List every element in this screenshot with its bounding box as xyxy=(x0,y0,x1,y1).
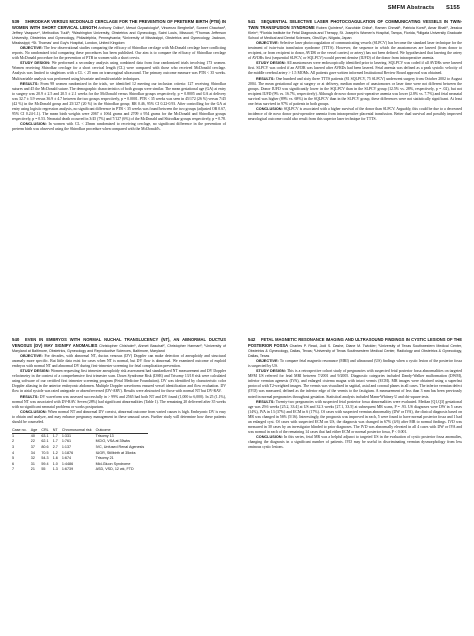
section-text: In women with CL < 25mm randomized to receiving cerclage, no significant difference in the prevention of preterm birth was observed using the Shirodkar procedure when compared with the McDonald's. xyxy=(12,121,226,131)
column-header: Outcome xyxy=(96,428,149,434)
table-cell: Trisomy 13 xyxy=(95,433,114,438)
conclusion-section xyxy=(248,107,462,122)
table-cell: 3 xyxy=(12,444,15,449)
abstract-542 xyxy=(248,337,462,450)
abstract-title: EVEN IN EMBRYOS WITH NORMAL NUCHAL TRANSLUCENCY (NT), AN ABNORMAL DUCTUS VENOSUS (DV) MAY SIGNIFY ANOMALIES xyxy=(12,337,226,349)
table-cell: 1.7 xyxy=(52,433,58,438)
table-body xyxy=(12,433,148,473)
section-text: All anastomoses were endoscopically identified prior to lasering. SQLPCV was coded if all AVDRs were lasered first. SLPCV was coded if an AVDR was lasered after AVRDs had been lasered. Fetal anemia was defined as a peak systolic velocity of the middle cerebral artery > 1.5 MOMs. All patients gave written informed Institutional Review Board approval was obtained. xyxy=(248,61,462,76)
section-text: SQLPCV is associated with a higher survival of the donor than SLPCV. Arguably, this could be due to a decreased incidence of de novo donor post-operative anemia from intraoperative placental transfusion. Better dual survival and possibly improved neurological outcome could also result from this superior laser technique for TTTS. xyxy=(248,106,462,121)
section-label: OBJECTIVE: xyxy=(20,46,43,51)
column-header: Case no. xyxy=(12,428,31,434)
abstract-541 xyxy=(248,19,462,122)
section-text: The few observational studies comparing the efficacy of Shirodkar cerclage with McDonald cerclage have conflicting reports. No randomized trial comparing these procedures has been published. Our aim is to compare the efficacy of Shirodkar cerclage with McDonald procedure for the prevention of PTB in women with a short cervix. xyxy=(12,46,226,61)
study-design-section xyxy=(248,61,462,76)
section-label: RESULTS: xyxy=(256,399,275,404)
table-row xyxy=(12,467,148,473)
table-cell: 34 xyxy=(30,450,35,455)
conclusion-section xyxy=(12,122,226,132)
table-cell: 1:137 xyxy=(61,444,72,449)
table-cell: IVC, Unfused Renal Agenesis xyxy=(95,444,145,449)
section-label: STUDY DESIGN: xyxy=(256,61,286,66)
objective-section xyxy=(248,41,462,61)
study-design-section xyxy=(12,369,226,394)
table-cell: 1:4486 xyxy=(61,461,74,466)
conclusion-section xyxy=(248,435,462,450)
outcome-table xyxy=(12,428,148,473)
section-text: When normal NT and abnormal DV coexist, abnormal outcome from varied causes is high. Embryonic DV is easy to obtain and analyze, and may enhance pregnancy management in these unusual cases. Further study will determine how these patients should be counseled. xyxy=(12,409,226,424)
section-label: CONCLUSION: xyxy=(256,106,283,111)
table-cell: Mid-Gluon Syndrome xyxy=(95,461,131,466)
section-label: CONCLUSION: xyxy=(20,409,47,414)
section-text: DV waveform was assessed successfully in > 99% and 2565 had both NT and DV found (1,000 to 6,000). In 25 (1.1%), normal NT was associated with DV-RAV. Seven (28%) had significant abnormalities (Table 1). The remaining 20 delivered after 35 weeks with no significant neonatal problems or works postpartum. xyxy=(12,394,226,409)
table-cell: 63.1 xyxy=(41,433,49,438)
section-label: OBJECTIVE: xyxy=(256,359,279,364)
column-header: Age xyxy=(31,428,42,434)
table-cell: 40 xyxy=(30,433,35,438)
table-cell: 1.7 xyxy=(52,439,58,444)
table-cell: 55 xyxy=(41,467,46,472)
section-label: STUDY DESIGN: xyxy=(20,61,51,66)
abstract-number: 542 xyxy=(248,337,256,342)
column-header: Chromosomal risk xyxy=(62,428,96,434)
table-cell: 37 xyxy=(30,444,35,449)
section-text: From 98 women randomized in the trials, we identified 12 meeting our inclusion criteria: 127 receiving Shirodkar sutures and 45 the McDonald suture. The demographic characteristics of both groups were similar. The mean gestational age (GA) at entry to surgery was 20.9 ± 2.5 and 20.5 ± 2.1 weeks for the McDonald versus Shirodkar groups respectively, p = 0.8005 and GA at delivery was 32.7 ± 3.9 versus 36.9 ± 4.7 between the two groups respectively, p = 0.0001. PTB < 35 weeks was seen in 45/172 (26 %) versus 7/45 (42 %) in the McDonald group and 25/127 (20 %) in the Shirodkar group; RR 0.46, 95% CI 0.22-0.93. After controlling for the GA at entry using logistic regression analysis, no significant difference in PTB < 35 weeks was found between the two groups (adjusted OR 0.67, 95% CI 0.24-1.1). The mean birth weights were 2067 ± 1064 grams and 2709 ± 954 grams for the McDonald and Shirodkar groups respectively, p = 0.53. Neonatal death occurred in 3/45 (7%) and 7/127 (6%) of the McDonald and Shirodkar groups respectively, p = 0.78. xyxy=(12,81,226,121)
results-section xyxy=(12,395,226,410)
table-cell: 1:6739 xyxy=(61,467,74,472)
section-label: STUDY DESIGN: xyxy=(256,369,286,374)
table-cell: 70.5 xyxy=(41,450,49,455)
abstract-540 xyxy=(12,337,226,473)
table-cell: 7 xyxy=(12,467,15,472)
objective-section xyxy=(12,354,226,369)
section-label: OBJECTIVE: xyxy=(256,41,279,46)
abstract-authors: Anthony Odibo¹, Mesut Ozyazicioglu², Vincenzo Berghella², Suneet Chauhan³, Jeffrey Vazquez⁴, Methodius Tuuli¹; ¹Washington University, Obstetrics and Gynecology, Saint Louis, Missouri; ²Thomas Jefferson University, Obstetrics and Gynecology, Philadelphia, Pennsylvania; ³University of Mississippi, Obstetrics and Gynecology, Jackson, Mississippi; ⁴St. Thomas' and Guy's Hospital, London, United Kingdom xyxy=(12,26,226,46)
section-label: STUDY DESIGN: xyxy=(20,369,50,374)
table-cell: 1.3 xyxy=(52,467,58,472)
abstract-number: 541 xyxy=(248,19,256,24)
results-section xyxy=(248,77,462,107)
journal-name: SMFM Abstracts xyxy=(387,5,435,11)
section-label: OBJECTIVE: xyxy=(20,354,43,359)
section-text: Women requesting first trimester aneuploidy risk assessment had standardized NT measurement and DV Doppler velocimetry in the context of a comprehensive first trimester scan. Down Syndrome Risk (DSR) and Trisomy 13/18 risk were calculated using software of our certified first trimester screening program (Fetal Medicine Foundation). DV was identified by characteristic color Doppler aliasing in the anterior embryonic abdomen. Multiple Doppler waveforms ensured vessel identification and flow evaluation. DV flow in atrial systole was rated antegrade or absent/reversed (DV-ARV). Results were abstracted for those with normal NT but DV-RAV. xyxy=(12,369,226,394)
section-label: CONCLUSION: xyxy=(20,121,47,126)
abstract-authors: Charles P. Read, Jodi S. Dashe, Diane M. Twickler; ¹University of Texas Southwestern Medical Center, Obstetrics & Gynecology, Dallas, Texas; ²University of Texas Southwestern Medical Center, Radiology and Obstetrics & Gynecology, Dallas, Texas xyxy=(248,344,462,359)
abstract-539 xyxy=(12,19,226,132)
abstract-title: FETAL MAGNETIC RESONANCE IMAGING AND ULTRASOUND FINDINGS IN CYSTIC LESIONS OF THE POSTERIOR FOSSA xyxy=(248,337,462,349)
conclusion-section xyxy=(12,410,226,425)
table-cell: 22 xyxy=(30,439,35,444)
section-label: RESULTS: xyxy=(20,394,39,399)
table-cell: 54.3 xyxy=(41,456,49,461)
table-cell: 6 xyxy=(12,461,15,466)
section-label: CONCLUSION: xyxy=(256,434,283,439)
table-cell: 1:674 xyxy=(61,456,72,461)
table-cell: MCIO, VSA at 35wks xyxy=(95,439,131,444)
table-cell: 80.6 xyxy=(41,444,49,449)
table-cell: 32 xyxy=(30,456,35,461)
section-text: We performed a secondary analysis using combined data from four randomized trials involving 173 women. Women receiving Shirodkar cerclage for a short cervical length (CL) were compared with those who received McDonald cerclage. Analysis was limited to singletons with a CL < 25 mm on transvaginal ultrasound. The primary outcome measure was PTB < 35 weeks. Multivariable analysis was performed using bivariate and multivariable techniques. xyxy=(12,61,226,81)
table-cell: ASD, VSD, 12 wk, FTD xyxy=(95,467,134,472)
study-design-section xyxy=(248,369,462,399)
abstract-authors: Ruben Quintero¹, Kazuhide Chiba¹, Ramen Chmait¹, Patricia Korst², Amar Bhatt³, Jessica Klein⁴; ¹Florida Institute for Fetal Diagnosis and Therapy, St. Joseph's Women's Hospital, Tampa, Florida, ²Niigata University Graduate School of Medical and Dental Sciences, Obs/Gyn, Niigata, Japan xyxy=(248,26,462,41)
table-cell: Trisomy 21 xyxy=(95,456,114,461)
page-number: S155 xyxy=(446,5,460,11)
table-cell: 1.2 xyxy=(52,450,58,455)
abstract-number: 540 xyxy=(12,337,20,342)
table-cell: 21 xyxy=(30,467,35,472)
table-cell: 1.6 xyxy=(52,456,58,461)
section-text: Selective laser photocoagulation of communicating vessels (SLPCV) has become the standard laser technique for the treatment of twin-twin transfusion syndrome (TTTS). However, the sequence in which the anastomoses are lasered (from donor to recipient, or from recipient to donor, AVDR or the vessel carries) or artery) has not been defined. We hypothesized that lasering the artery of AVDRs first (sequential SLPCV, or SQLPCV) would prevent demise (IUFD) of the donor from intraoperative anemia. xyxy=(248,41,462,61)
table-cell: 2 xyxy=(12,439,15,444)
objective-section xyxy=(12,46,226,61)
running-header xyxy=(388,5,460,11)
column-header: NT xyxy=(53,428,62,434)
table-cell: 1:761 xyxy=(61,439,72,444)
objective-section xyxy=(248,359,462,369)
section-text: In this series, fetal MR was a helpful adjunct to targeted US in the evaluation of cystic posterior fossa anomalies, changing the diagnosis in a significant number of patients. IVD may be useful in discriminating vermian dysmorphology from less ominous cystic lesions. xyxy=(248,434,462,449)
abstract-number: 539 xyxy=(12,19,20,24)
results-section xyxy=(248,400,462,435)
table-cell: 1:1876 xyxy=(61,450,74,455)
table-cell: 62.1 xyxy=(41,439,49,444)
abstract-title: SEQUENTIAL SELECTIVE LASER PHOTOCOAGULATION OF COMMUNICATING VESSELS IN TWIN-TWIN TRANSFUSION SYNDROME xyxy=(248,19,462,31)
section-label: RESULTS: xyxy=(20,81,39,86)
table-cell: 31 xyxy=(30,461,35,466)
study-design-section xyxy=(12,61,226,81)
table-cell: 2.7 xyxy=(52,444,58,449)
table-cell: 4 xyxy=(12,450,15,455)
table-cell: IUGR, Stillbirth at 35wks xyxy=(95,450,136,455)
section-text: One hundred and sixty three TTTS patients (81 SQLPCV, 75 SLPCV) underwent surgery from October 2002 to August 2004. The mean gestational age at surgery or at delivery, median number of anastomoses or laser time were not different between the groups. Donor IUFD was significantly lower in the SQLPCV than in the SLPCV group (12.5% vs. 28%, respectively, p = .02), but not recipient IUFD (9% vs. 16.7%, respectively). Although de novo donor post-operative anemia was lower (2.8% vs. 7.7%) and fetal neonatal survival was higher (89% vs. 68%) in the SQLPCV than in the SLPCV group, these differences were not statistically significant. At least one fetus survived in 97% of patients in both groups. xyxy=(248,76,462,106)
results-section xyxy=(12,82,226,122)
table-cell: 1.0 xyxy=(52,461,58,466)
column-header: CRL xyxy=(41,428,52,434)
section-text: This is a retrospective cohort study of pregnancies with suspected fetal posterior fossa abnormalities on targeted MFM US referred for fetal MRI between 7/2001 and 9/2005. Diagnostic categories included Dandy-Walker malformation (DWM), inferior vermian agenesis (IVA), and enlarged cisterna magna with intact vermis (ECM). MR images were obtained using a superfast protocol with T2-weighted images. The vermis was visualized in sagittal, axial and coronal planes in all cases. The inferior vermian defect (IVD) was measured, defined as the inferior edge of the vermis to the fastigium. A measurement of less than 3 mm has been previously noted in normal pregnancies throughout gestation. Statistical analysis included Mann-Whitney U and chi-square tests. xyxy=(248,369,462,399)
abstract-authors: Christopher Chisholm¹, Ahmet Baschat², Christopher Harman²; ¹University of Maryland at Baltimore, Obstetrics, Gynecology and Reproductive Sciences, Baltimore, Maryland xyxy=(12,344,226,354)
abstract-title: SHIRODKAR VERSUS MCDONALD CERCLAGE FOR THE PREVENTION OF PRETERM BIRTH (PTB) IN WOMEN WITH SHORT CERVICAL LENGTH xyxy=(12,19,226,31)
section-text: For decades, with abnormal NT, ductus venosus (DV) Doppler can make detection of aneuploidy and structural anomaly more specific. But little data exist for cases when NT is normal, but DV flow is abnormal. We examined outcome of euploid embryos with normal NT and abnormal DV during first-trimester screening for fetal complication prevention. xyxy=(12,354,226,369)
table-cell: 5 xyxy=(12,456,15,461)
section-text: Twenty-two pregnancies with suspected fetal posterior fossa abnormalities were evaluated. Median [Q1,Q3] gestational age was 29.6 weeks [25.2, 33.4] at US and 32.3 weeks [27.1, 33.5] at subsequent MR scans, P = .93. US diagnoses were DW in 5 cases (14%), IVA in 13 (37%) and ECM in 6 (17%). Of cases with suspected vermian abnormality (DW or IVA), the clinical diagnosis based on MR was changed in 56% (5/16). Interestingly, the prognosis was improved in each, 5 were found to have normal posterior fossa and 1 had an enlarged cyst. Of cases with suspected ECM on US, the diagnosis was changed in 67% (4/6) after MR to normal findings. IVD was measured in 30 cases by an investigator blinded to prior diagnoses. The IVD was abnormally elevated in all 4 cases with DW or IVA and was normal in each of the remaining 14 cases that had either ECM or normal posterior fossa, P < 0.001. xyxy=(248,399,462,434)
section-label: RESULTS: xyxy=(256,76,275,81)
table-cell: 1:331 xyxy=(61,433,72,438)
section-text: To compare fetal magnetic resonance (MRI) and ultrasound (US) findings when a cystic lesion of the posterior fossa is suspected by US. xyxy=(248,359,462,369)
table-cell: 1 xyxy=(12,433,15,438)
table-cell: 59.4 xyxy=(41,461,49,466)
